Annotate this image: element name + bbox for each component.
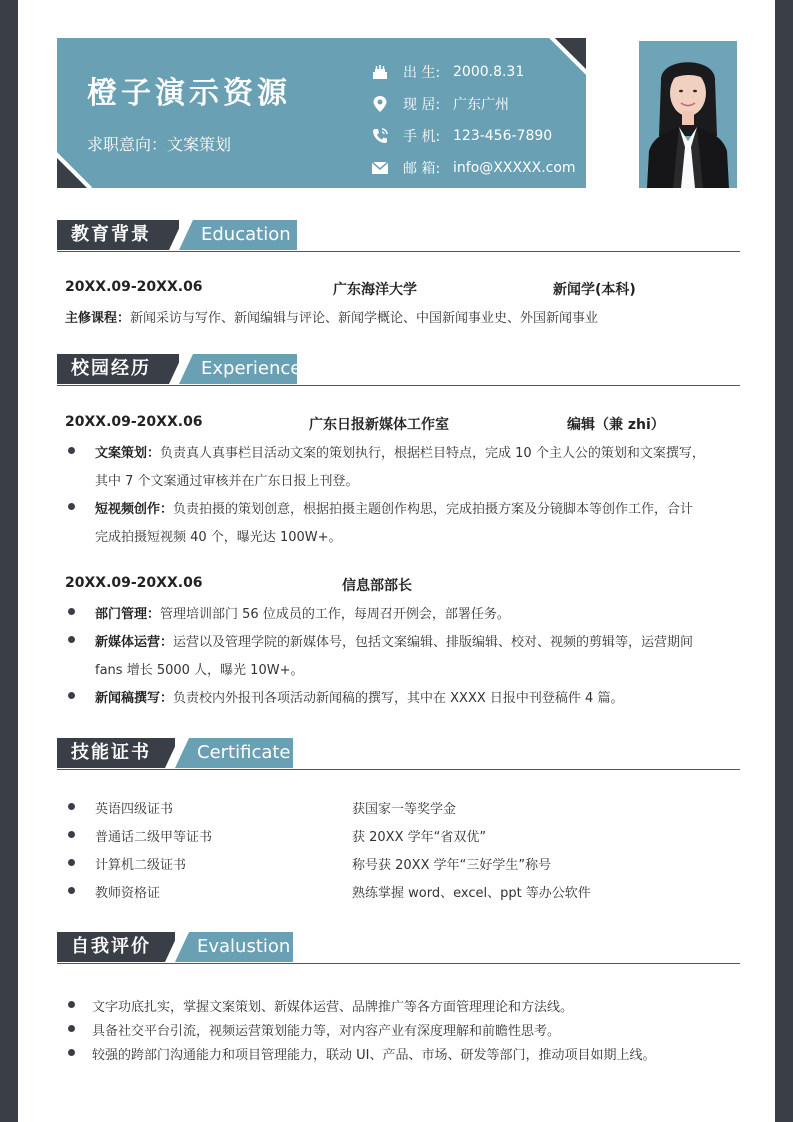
experience-item <box>95 498 693 517</box>
job-date: 20XX.09-20XX.06 <box>65 414 203 430</box>
education-major: 新闻学(本科) <box>553 282 636 298</box>
section-evaluation-header <box>57 930 740 964</box>
item-label: 短视频创作： <box>95 502 174 517</box>
section-education-header <box>57 218 740 252</box>
item-text-continued: 完成拍摄短视频 40 个，曝光达 100W+。 <box>95 530 342 545</box>
bullet-dot <box>68 803 75 810</box>
bullet-dot <box>68 831 75 838</box>
section-title-cn: 校园经历 <box>57 354 169 384</box>
section-title-en: Evalustion <box>175 932 293 962</box>
experience-item <box>95 631 693 650</box>
info-value: 广东广州 <box>453 97 509 113</box>
info-label: 手 机: <box>403 129 441 145</box>
item-text: 管理培训部门 56 位成员的工作，每周召开例会，部署任务。 <box>160 607 510 622</box>
mail-icon <box>369 158 391 178</box>
job-date: 20XX.09-20XX.06 <box>65 575 203 591</box>
bullet-dot <box>68 503 75 510</box>
job-role: 编辑（兼 zhi） <box>567 417 665 433</box>
job-organization: 广东日报新媒体工作室 <box>309 417 449 433</box>
info-email <box>369 152 576 184</box>
education-school: 广东海洋大学 <box>333 282 417 298</box>
location-pin-icon <box>369 94 391 114</box>
section-certificate-header <box>57 736 740 770</box>
bullet-dot <box>68 859 75 866</box>
experience-item <box>95 603 510 622</box>
item-label: 新媒体运营： <box>95 635 174 650</box>
certificate-item: 熟练掌握 word、excel、ppt 等办公软件 <box>352 886 591 901</box>
header-banner <box>57 38 586 188</box>
bullet-dot <box>68 1001 75 1008</box>
bullet-dot <box>68 447 75 454</box>
bullet-dot <box>68 1049 75 1056</box>
item-text-continued: fans 增长 5000 人，曝光 10W+。 <box>95 663 304 678</box>
experience-item <box>95 687 623 706</box>
certificate-item: 称号获 20XX 学年“三好学生”称号 <box>352 858 552 873</box>
bullet-dot <box>68 608 75 615</box>
bullet-dot <box>68 636 75 643</box>
right-frame-bar <box>775 0 793 1122</box>
info-value: info@XXXXX.com <box>453 160 576 176</box>
item-label: 文案策划： <box>95 446 161 461</box>
bullet-dot <box>68 692 75 699</box>
candidate-name: 橙子演示资源 <box>87 76 291 111</box>
bullet-dot <box>68 887 75 894</box>
info-label: 现 居: <box>403 97 441 113</box>
item-text-continued: 其中 7 个文案通过审核并在广东日报上刊登。 <box>95 474 359 489</box>
evaluation-item: 具备社交平台引流，视频运营策划能力等，对内容产业有深度理解和前瞻性思考。 <box>92 1024 561 1039</box>
info-birth <box>369 56 576 88</box>
info-phone <box>369 120 576 152</box>
evaluation-item: 较强的跨部门沟通能力和项目管理能力，联动 UI、产品、市场、研发等部门，推动项目如期上线。 <box>92 1048 656 1063</box>
item-text: 运营以及管理学院的新媒体号，包括文案编辑、排版编辑、校对、视频的剪辑等，运营期间 <box>173 635 694 650</box>
contact-info <box>369 56 576 184</box>
section-title-en: Education <box>179 220 297 250</box>
phone-icon <box>369 126 391 146</box>
certificate-item: 获 20XX 学年“省双优” <box>352 830 487 845</box>
info-value: 123-456-7890 <box>453 128 553 144</box>
section-title-en: Experience <box>179 354 297 384</box>
cake-icon <box>369 62 391 82</box>
item-text: 负责校内外报刊各项活动新闻稿的撰写，其中在 XXXX 日报中刊登稿件 4 篇。 <box>173 691 624 706</box>
experience-item <box>95 442 705 461</box>
certificate-item: 计算机二级证书 <box>95 858 187 873</box>
profile-photo <box>639 41 737 188</box>
info-label: 邮 箱: <box>403 161 441 177</box>
job-organization: 信息部部长 <box>342 578 412 594</box>
info-label: 出 生: <box>403 65 441 81</box>
item-text: 负责拍摄的策划创意，根据拍摄主题创作构思，完成拍摄方案及分镜脚本等创作工作，合计 <box>173 502 694 517</box>
certificate-item: 获国家一等奖学金 <box>352 802 457 817</box>
item-label: 新闻稿撰写： <box>95 691 174 706</box>
evaluation-item: 文字功底扎实，掌握文案策划、新媒体运营、品牌推广等各方面管理理论和方法线。 <box>92 1000 574 1015</box>
section-title-cn: 自我评价 <box>57 932 165 962</box>
job-intention: 求职意向：文案策划 <box>87 135 232 154</box>
section-title-cn: 技能证书 <box>57 738 165 768</box>
info-residence <box>369 88 576 120</box>
courses-text: 新闻采访与写作、新闻编辑与评论、新闻学概论、中国新闻事业史、外国新闻事业 <box>130 311 599 326</box>
education-date: 20XX.09-20XX.06 <box>65 279 203 295</box>
certificate-item: 英语四级证书 <box>95 802 174 817</box>
section-title-cn: 教育背景 <box>57 220 169 250</box>
item-text: 负责真人真事栏目活动文案的策划执行，根据栏目特点，完成 10 个主人公的策划和文案撰写， <box>160 446 705 461</box>
info-value: 2000.8.31 <box>453 64 525 80</box>
item-label: 部门管理： <box>95 607 161 622</box>
courses-label: 主修课程： <box>65 311 131 326</box>
certificate-item: 普通话二级甲等证书 <box>95 830 213 845</box>
section-title-en: Certificate <box>175 738 293 768</box>
bullet-dot <box>68 1025 75 1032</box>
left-frame-bar <box>0 0 18 1122</box>
section-experience-header <box>57 352 740 386</box>
education-courses <box>65 307 598 326</box>
certificate-item: 教师资格证 <box>95 886 161 901</box>
